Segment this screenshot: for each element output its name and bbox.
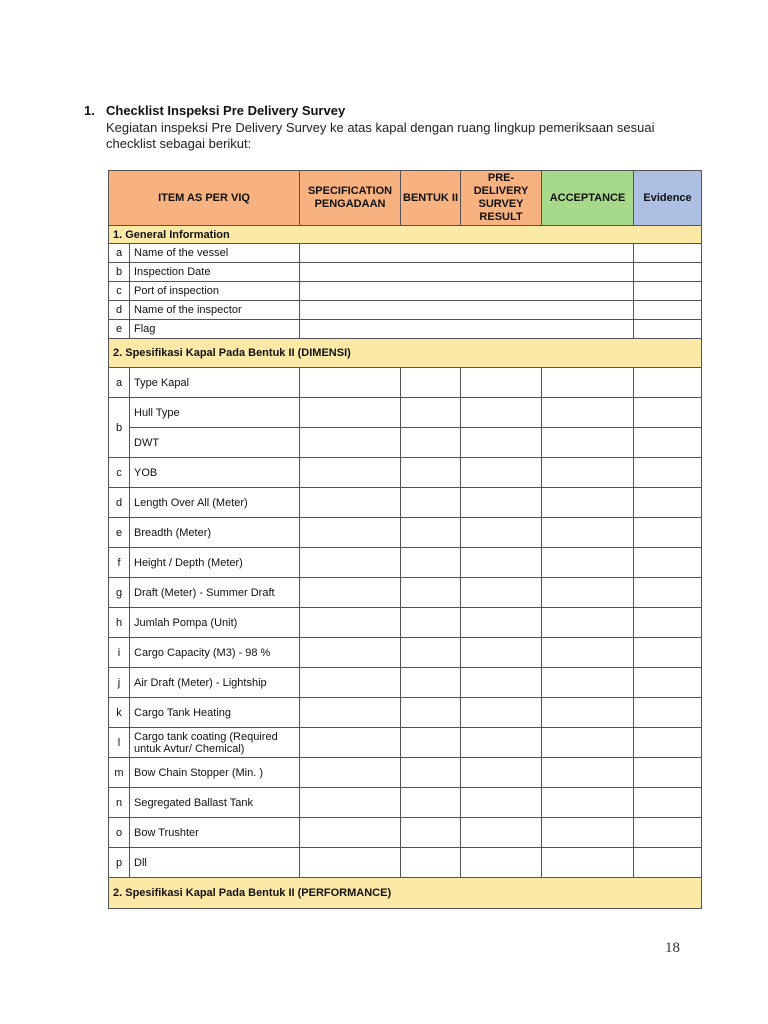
header-pre-delivery: PRE-DELIVERY SURVEY RESULT <box>461 171 542 226</box>
evidence-cell[interactable] <box>634 638 702 668</box>
bentuk-cell[interactable] <box>401 698 461 728</box>
evidence-cell[interactable] <box>634 398 702 428</box>
evidence-cell[interactable] <box>634 428 702 458</box>
pre-delivery-cell[interactable] <box>461 398 542 428</box>
spec-cell[interactable] <box>300 818 401 848</box>
table-row <box>109 301 702 320</box>
acceptance-cell[interactable] <box>542 818 634 848</box>
acceptance-cell[interactable] <box>542 668 634 698</box>
row-letter: i <box>109 638 130 668</box>
row-label: Inspection Date <box>130 263 300 282</box>
row-label: Cargo Tank Heating <box>130 698 300 728</box>
evidence-cell[interactable] <box>634 698 702 728</box>
evidence-cell[interactable] <box>634 818 702 848</box>
row-letter: a <box>109 244 130 263</box>
page-number: 18 <box>665 940 680 956</box>
section-title: 1. General Information <box>109 226 702 244</box>
pre-delivery-cell[interactable] <box>461 608 542 638</box>
bentuk-cell[interactable] <box>401 458 461 488</box>
bentuk-cell[interactable] <box>401 788 461 818</box>
table-row <box>109 263 702 282</box>
row-label: Cargo Capacity (M3) - 98 % <box>130 638 300 668</box>
row-label: Air Draft (Meter) - Lightship <box>130 668 300 698</box>
evidence-cell[interactable] <box>634 608 702 638</box>
pre-delivery-cell[interactable] <box>461 458 542 488</box>
pre-delivery-cell[interactable] <box>461 518 542 548</box>
table-row <box>109 668 702 698</box>
spec-cell[interactable] <box>300 368 401 398</box>
acceptance-cell[interactable] <box>542 398 634 428</box>
bentuk-cell[interactable] <box>401 848 461 878</box>
bentuk-cell[interactable] <box>401 488 461 518</box>
row-label: Bow Trushter <box>130 818 300 848</box>
row-letter: b <box>109 263 130 282</box>
table-row <box>109 578 702 608</box>
row-letter: e <box>109 518 130 548</box>
evidence-cell[interactable] <box>634 458 702 488</box>
header-row <box>109 171 702 226</box>
row-label: Name of the vessel <box>130 244 300 263</box>
spec-cell[interactable] <box>300 698 401 728</box>
bentuk-cell[interactable] <box>401 368 461 398</box>
bentuk-cell[interactable] <box>401 428 461 458</box>
evidence-cell[interactable] <box>634 578 702 608</box>
evidence-cell[interactable] <box>634 320 702 339</box>
answer-cell[interactable] <box>300 263 634 282</box>
table-row <box>109 548 702 578</box>
header-specification: SPECIFICATION PENGADAAN <box>300 171 401 226</box>
acceptance-cell[interactable] <box>542 488 634 518</box>
evidence-cell[interactable] <box>634 848 702 878</box>
bentuk-cell[interactable] <box>401 818 461 848</box>
row-label: Dll <box>130 848 300 878</box>
table-row <box>109 728 702 758</box>
section-row-performance <box>109 878 702 909</box>
row-letter: c <box>109 282 130 301</box>
answer-cell[interactable] <box>300 282 634 301</box>
table-row <box>109 698 702 728</box>
table-row <box>109 518 702 548</box>
evidence-cell[interactable] <box>634 788 702 818</box>
bentuk-cell[interactable] <box>401 758 461 788</box>
evidence-cell[interactable] <box>634 668 702 698</box>
row-label: Draft (Meter) - Summer Draft <box>130 578 300 608</box>
row-label: YOB <box>130 458 300 488</box>
row-letter: k <box>109 698 130 728</box>
row-letter: d <box>109 488 130 518</box>
section-title: 2. Spesifikasi Kapal Pada Bentuk II (DIMENSI) <box>109 339 702 368</box>
row-letter: e <box>109 320 130 339</box>
bentuk-cell[interactable] <box>401 608 461 638</box>
spec-cell[interactable] <box>300 758 401 788</box>
table-row <box>109 398 702 428</box>
bentuk-cell[interactable] <box>401 578 461 608</box>
row-letter: j <box>109 668 130 698</box>
pre-delivery-cell[interactable] <box>461 428 542 458</box>
heading-intro: Kegiatan inspeksi Pre Delivery Survey ke atas kapal dengan ruang lingkup pemeriksaan sesuai checklist sebagai berikut: <box>106 120 655 151</box>
row-letter: a <box>109 368 130 398</box>
spec-cell[interactable] <box>300 578 401 608</box>
evidence-cell[interactable] <box>634 728 702 758</box>
row-label: Name of the inspector <box>130 301 300 320</box>
acceptance-cell[interactable] <box>542 368 634 398</box>
heading-number: 1. <box>84 103 95 118</box>
acceptance-cell[interactable] <box>542 578 634 608</box>
table-row <box>109 638 702 668</box>
acceptance-cell[interactable] <box>542 608 634 638</box>
acceptance-cell[interactable] <box>542 458 634 488</box>
bentuk-cell[interactable] <box>401 668 461 698</box>
row-label: Length Over All (Meter) <box>130 488 300 518</box>
row-label: Height / Depth (Meter) <box>130 548 300 578</box>
acceptance-cell[interactable] <box>542 758 634 788</box>
row-label: Breadth (Meter) <box>130 518 300 548</box>
pre-delivery-cell[interactable] <box>461 488 542 518</box>
evidence-cell[interactable] <box>634 263 702 282</box>
header-items: ITEM AS PER VIQ <box>109 171 300 226</box>
row-label: Type Kapal <box>130 368 300 398</box>
pre-delivery-cell[interactable] <box>461 698 542 728</box>
row-letter: f <box>109 548 130 578</box>
row-letter: b <box>109 398 130 458</box>
row-letter: c <box>109 458 130 488</box>
row-letter: o <box>109 818 130 848</box>
spec-cell[interactable] <box>300 518 401 548</box>
pre-delivery-cell[interactable] <box>461 548 542 578</box>
pre-delivery-cell[interactable] <box>461 668 542 698</box>
header-acceptance: ACCEPTANCE <box>542 171 634 226</box>
row-label: DWT <box>130 428 300 458</box>
answer-cell[interactable] <box>300 320 634 339</box>
row-label: Cargo tank coating (Required untuk Avtur/ Chemical) <box>130 728 300 758</box>
pre-delivery-cell[interactable] <box>461 788 542 818</box>
spec-cell[interactable] <box>300 398 401 428</box>
pre-delivery-cell[interactable] <box>461 728 542 758</box>
table-row <box>109 818 702 848</box>
acceptance-cell[interactable] <box>542 548 634 578</box>
table-row <box>109 428 702 458</box>
row-letter: g <box>109 578 130 608</box>
section-row-dimensi <box>109 339 702 368</box>
row-label: Port of inspection <box>130 282 300 301</box>
heading-title: Checklist Inspeksi Pre Delivery Survey <box>106 103 346 118</box>
evidence-cell[interactable] <box>634 282 702 301</box>
spec-cell[interactable] <box>300 788 401 818</box>
header-evidence: Evidence <box>634 171 702 226</box>
table-row <box>109 758 702 788</box>
acceptance-cell[interactable] <box>542 518 634 548</box>
bentuk-cell[interactable] <box>401 548 461 578</box>
row-letter: l <box>109 728 130 758</box>
evidence-cell[interactable] <box>634 244 702 263</box>
row-letter: m <box>109 758 130 788</box>
spec-cell[interactable] <box>300 728 401 758</box>
row-letter: h <box>109 608 130 638</box>
table-row <box>109 848 702 878</box>
section-heading <box>84 102 704 152</box>
row-label: Hull Type <box>130 398 300 428</box>
row-label: Jumlah Pompa (Unit) <box>130 608 300 638</box>
row-letter: p <box>109 848 130 878</box>
spec-cell[interactable] <box>300 548 401 578</box>
section-row-general <box>109 226 702 244</box>
pre-delivery-cell[interactable] <box>461 758 542 788</box>
table-row <box>109 282 702 301</box>
row-label: Bow Chain Stopper (Min. ) <box>130 758 300 788</box>
table-row <box>109 788 702 818</box>
acceptance-cell[interactable] <box>542 698 634 728</box>
spec-cell[interactable] <box>300 428 401 458</box>
pre-delivery-cell[interactable] <box>461 368 542 398</box>
bentuk-cell[interactable] <box>401 638 461 668</box>
checklist-table <box>108 170 702 909</box>
row-letter: d <box>109 301 130 320</box>
acceptance-cell[interactable] <box>542 848 634 878</box>
evidence-cell[interactable] <box>634 518 702 548</box>
section-title: 2. Spesifikasi Kapal Pada Bentuk II (PERFORMANCE) <box>109 878 702 909</box>
table-row <box>109 320 702 339</box>
heading-line <box>84 102 704 120</box>
pre-delivery-cell[interactable] <box>461 578 542 608</box>
header-bentuk: BENTUK II <box>401 171 461 226</box>
bentuk-cell[interactable] <box>401 728 461 758</box>
spec-cell[interactable] <box>300 668 401 698</box>
table-row <box>109 244 702 263</box>
pre-delivery-cell[interactable] <box>461 818 542 848</box>
spec-cell[interactable] <box>300 488 401 518</box>
acceptance-cell[interactable] <box>542 428 634 458</box>
table-row <box>109 368 702 398</box>
bentuk-cell[interactable] <box>401 518 461 548</box>
acceptance-cell[interactable] <box>542 728 634 758</box>
pre-delivery-cell[interactable] <box>461 638 542 668</box>
spec-cell[interactable] <box>300 608 401 638</box>
spec-cell[interactable] <box>300 848 401 878</box>
row-label: Flag <box>130 320 300 339</box>
answer-cell[interactable] <box>300 301 634 320</box>
row-label: Segregated Ballast Tank <box>130 788 300 818</box>
table-row <box>109 458 702 488</box>
spec-cell[interactable] <box>300 638 401 668</box>
spec-cell[interactable] <box>300 458 401 488</box>
acceptance-cell[interactable] <box>542 638 634 668</box>
evidence-cell[interactable] <box>634 488 702 518</box>
evidence-cell[interactable] <box>634 548 702 578</box>
evidence-cell[interactable] <box>634 301 702 320</box>
table-row <box>109 488 702 518</box>
table-row <box>109 608 702 638</box>
acceptance-cell[interactable] <box>542 788 634 818</box>
answer-cell[interactable] <box>300 244 634 263</box>
evidence-cell[interactable] <box>634 758 702 788</box>
row-letter: n <box>109 788 130 818</box>
pre-delivery-cell[interactable] <box>461 848 542 878</box>
bentuk-cell[interactable] <box>401 398 461 428</box>
evidence-cell[interactable] <box>634 368 702 398</box>
